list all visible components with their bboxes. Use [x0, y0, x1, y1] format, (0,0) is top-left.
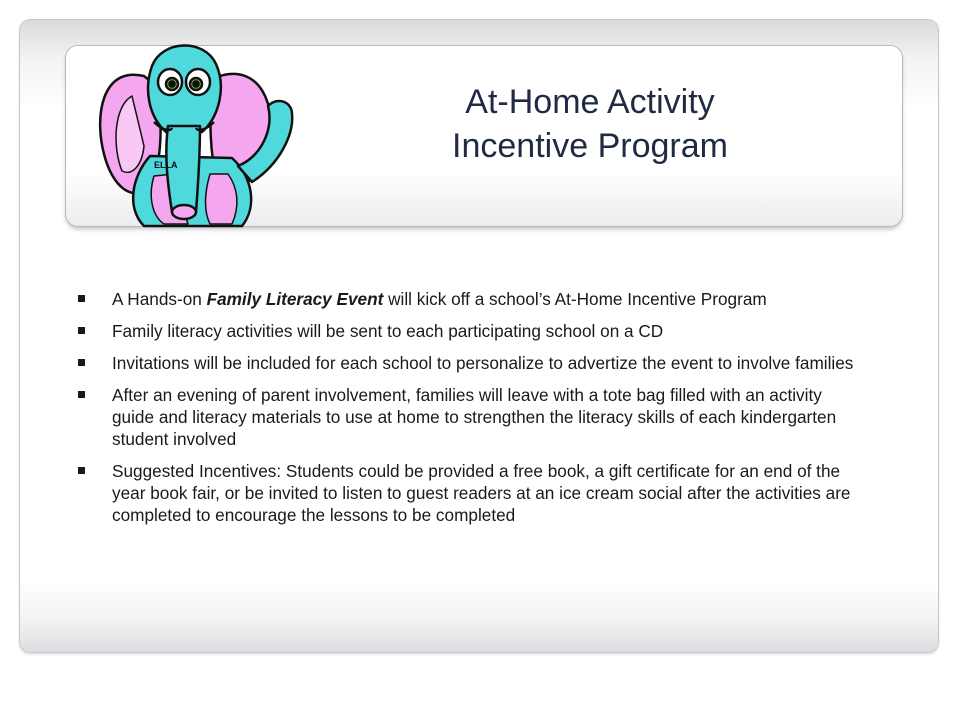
bullet-list: [74, 288, 864, 536]
bullet-item: [74, 384, 864, 450]
elephant-icon: [92, 36, 322, 228]
bullet-emphasis: Family Literacy Event: [206, 289, 384, 309]
bullet-item: [74, 460, 864, 526]
mascot-badge-text: ELLA: [154, 160, 178, 170]
bullet-text: Invitations will be included for each school to personalize to advertize the event to involve families: [112, 353, 854, 373]
page-title: [300, 80, 880, 168]
bullet-text-tail: will kick off a school’s At-Home Incentive Program: [383, 289, 767, 309]
bullet-text: Family literacy activities will be sent to each participating school on a CD: [112, 321, 664, 341]
title-line-2: Incentive Program: [452, 127, 728, 165]
square-bullet-icon: [78, 391, 85, 398]
bullet-item: [74, 320, 864, 342]
bullet-text: Suggested Incentives: Students could be provided a free book, a gift certificate for an end of the year book fair, or be invited to listen to guest readers at an ice cream social after the activities are completed to encourage the lessons to be completed: [112, 461, 851, 525]
square-bullet-icon: [78, 327, 85, 334]
square-bullet-icon: [78, 295, 85, 302]
square-bullet-icon: [78, 359, 85, 366]
bullet-item: [74, 288, 864, 310]
title-line-1: At-Home Activity: [465, 83, 715, 121]
bullet-text: After an evening of parent involvement, families will leave with a tote bag filled with an activity guide and literacy materials to use at home to strengthen the literacy skills of each kindergarten student involved: [112, 385, 837, 449]
bullet-text: A Hands-on: [112, 289, 207, 309]
square-bullet-icon: [78, 467, 85, 474]
bullet-item: [74, 352, 864, 374]
